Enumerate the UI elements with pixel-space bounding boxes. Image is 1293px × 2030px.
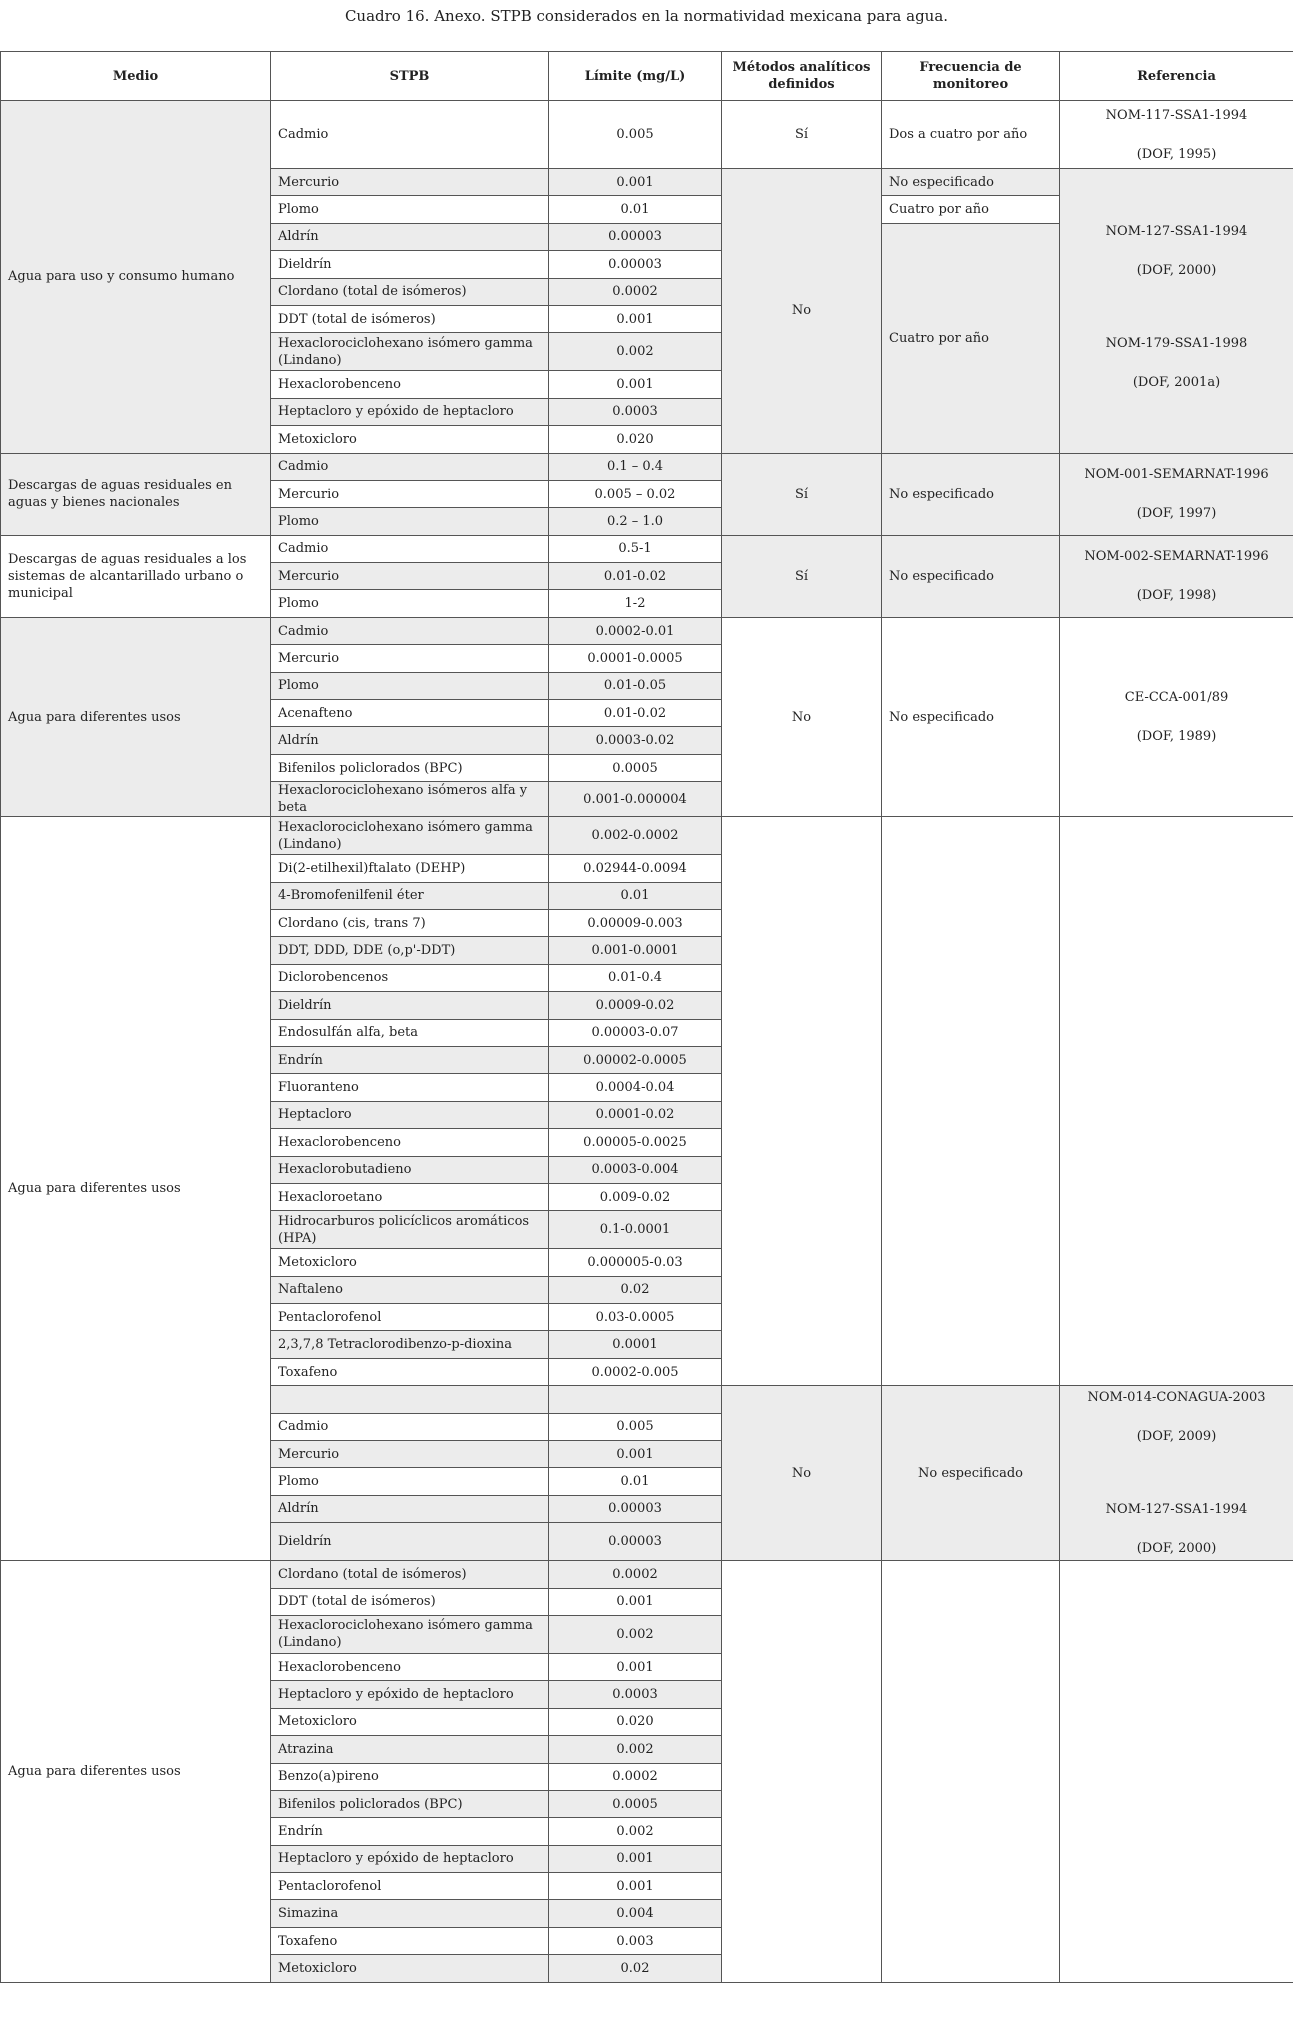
- limite-cell: 0.0001-0.0005: [549, 645, 722, 672]
- referencia-cell: [1060, 1386, 1293, 1561]
- limite-cell: 0.001: [549, 305, 722, 332]
- referencia-line: CE-CCA-001/89: [1124, 690, 1229, 706]
- limite-cell: 0.001: [549, 169, 722, 196]
- header-limite: Límite (mg/L): [549, 52, 722, 101]
- stpb-cell: DDT (total de isómeros): [271, 305, 549, 332]
- metodo-cell: No: [722, 617, 882, 816]
- limite-cell: 0.02: [549, 1955, 722, 1982]
- stpb-cell: Naftaleno: [271, 1276, 549, 1303]
- stpb-cell: Cadmio: [271, 535, 549, 562]
- stpb-cell: Aldrín: [271, 223, 549, 250]
- stpb-cell: Bifenilos policlorados (BPC): [271, 754, 549, 781]
- stpb-cell: Heptacloro y epóxido de heptacloro: [271, 1681, 549, 1708]
- metodo-cell: Sí: [722, 453, 882, 535]
- header-metodos-line2: definidos: [768, 77, 835, 92]
- stpb-cell: Endrín: [271, 1046, 549, 1073]
- limite-cell: 0.0003-0.004: [549, 1156, 722, 1183]
- limite-cell: 0.0004-0.04: [549, 1074, 722, 1101]
- frecuencia-cell-empty: [882, 817, 1060, 1386]
- stpb-cell: Acenafteno: [271, 700, 549, 727]
- limite-cell: 0.0005: [549, 754, 722, 781]
- limite-cell: 0.000005-0.03: [549, 1249, 722, 1276]
- referencia-line: (DOF, 1998): [1136, 588, 1217, 604]
- referencia-cell: [1060, 535, 1293, 617]
- referencia-line: (DOF, 2000): [1136, 1541, 1217, 1557]
- limite-cell: 0.1-0.0001: [549, 1211, 722, 1249]
- limite-cell: 1-2: [549, 590, 722, 617]
- limite-cell: 0.02: [549, 1276, 722, 1303]
- limite-cell: 0.002: [549, 1736, 722, 1763]
- stpb-cell: Cadmio: [271, 617, 549, 644]
- limite-cell: 0.001-0.0001: [549, 937, 722, 964]
- limite-cell: 0.01-0.02: [549, 700, 722, 727]
- limite-cell: 0.03-0.0005: [549, 1304, 722, 1331]
- stpb-cell: Bifenilos policlorados (BPC): [271, 1790, 549, 1817]
- limite-cell: 0.0002: [549, 1561, 722, 1588]
- limite-cell: 0.001: [549, 371, 722, 398]
- frecuencia-cell: No especificado: [882, 453, 1060, 535]
- stpb-cell: Metoxicloro: [271, 1708, 549, 1735]
- stpb-cell: Benzo(a)pireno: [271, 1763, 549, 1790]
- stpb-cell: Clordano (total de isómeros): [271, 278, 549, 305]
- frecuencia-cell: No especificado: [882, 535, 1060, 617]
- table-row: [1, 817, 1293, 855]
- stpb-cell: DDT (total de isómeros): [271, 1588, 549, 1615]
- limite-cell: 0.0001-0.02: [549, 1101, 722, 1128]
- limite-cell: 0.0003-0.02: [549, 727, 722, 754]
- stpb-cell: Aldrín: [271, 727, 549, 754]
- limite-cell: 0.01: [549, 882, 722, 909]
- limite-cell: 0.01: [549, 1468, 722, 1495]
- limite-cell: 0.020: [549, 1708, 722, 1735]
- stpb-cell: Metoxicloro: [271, 1249, 549, 1276]
- limite-cell: [549, 1386, 722, 1413]
- referencia-cell-empty: [1060, 817, 1293, 1386]
- table-row: [1, 1561, 1293, 1588]
- stpb-cell: Heptacloro y epóxido de heptacloro: [271, 1845, 549, 1872]
- limite-cell: 0.002: [549, 333, 722, 371]
- limite-cell: 0.005: [549, 1413, 722, 1440]
- referencia-line: NOM-127-SSA1-1994: [1105, 1502, 1248, 1518]
- stpb-cell: Hexaclorobenceno: [271, 1653, 549, 1680]
- limite-cell: 0.0001: [549, 1331, 722, 1358]
- stpb-cell: [271, 1386, 549, 1413]
- limite-cell: 0.001-0.000004: [549, 782, 722, 817]
- stpb-cell: Plomo: [271, 196, 549, 223]
- referencia-cell: [1060, 101, 1293, 169]
- frecuencia-cell: No especificado: [882, 169, 1060, 196]
- stpb-cell: Hexaclorociclohexano isómeros alfa y beta: [271, 782, 549, 817]
- stpb-cell: Dieldrín: [271, 251, 549, 278]
- stpb-cell: Aldrín: [271, 1495, 549, 1522]
- stpb-cell: Clordano (total de isómeros): [271, 1561, 549, 1588]
- header-metodos: [722, 52, 882, 101]
- stpb-cell: Endosulfán alfa, beta: [271, 1019, 549, 1046]
- limite-cell: 0.001: [549, 1873, 722, 1900]
- table-row: [1, 617, 1293, 644]
- stpb-cell: Hexaclorobutadieno: [271, 1156, 549, 1183]
- stpb-cell: Mercurio: [271, 645, 549, 672]
- stpb-cell: Mercurio: [271, 480, 549, 507]
- stpb-cell: Plomo: [271, 1468, 549, 1495]
- limite-cell: 0.0003: [549, 1681, 722, 1708]
- referencia-cell: [1060, 169, 1293, 454]
- stpb-cell: Dieldrín: [271, 1523, 549, 1561]
- stpb-cell: Pentaclorofenol: [271, 1304, 549, 1331]
- frecuencia-cell: No especificado: [882, 617, 1060, 816]
- stpb-cell: Heptacloro: [271, 1101, 549, 1128]
- limite-cell: 0.004: [549, 1900, 722, 1927]
- medio-cell: Agua para diferentes usos: [1, 1561, 271, 1982]
- metodo-cell-empty: [722, 817, 882, 1386]
- stpb-cell: Hexaclorociclohexano isómero gamma (Lindano): [271, 817, 549, 855]
- limite-cell: 0.005: [549, 101, 722, 169]
- referencia-cell-empty: [1060, 1561, 1293, 1982]
- header-metodos-line1: Métodos analíticos: [732, 60, 871, 75]
- referencia-line: (DOF, 2001a): [1132, 375, 1221, 390]
- limite-cell: 0.0002: [549, 1763, 722, 1790]
- stpb-cell: Hexaclorobenceno: [271, 371, 549, 398]
- limite-cell: 0.00002-0.0005: [549, 1046, 722, 1073]
- referencia-line: NOM-001-SEMARNAT-1996: [1084, 467, 1269, 483]
- limite-cell: 0.00009-0.003: [549, 909, 722, 936]
- stpb-cell: Clordano (cis, trans 7): [271, 909, 549, 936]
- referencia-line: (DOF, 1995): [1136, 146, 1217, 162]
- limite-cell: 0.02944-0.0094: [549, 855, 722, 882]
- stpb-cell: Toxafeno: [271, 1927, 549, 1954]
- limite-cell: 0.020: [549, 426, 722, 453]
- limite-cell: 0.00003-0.07: [549, 1019, 722, 1046]
- metodo-cell: Sí: [722, 535, 882, 617]
- limite-cell: 0.00005-0.0025: [549, 1129, 722, 1156]
- medio-cell: Agua para diferentes usos: [1, 817, 271, 1561]
- stpb-cell: Hexacloroetano: [271, 1183, 549, 1210]
- frecuencia-cell: Cuatro por año: [882, 223, 1060, 453]
- limite-cell: 0.0009-0.02: [549, 992, 722, 1019]
- limite-cell: 0.005 – 0.02: [549, 480, 722, 507]
- limite-cell: 0.2 – 1.0: [549, 508, 722, 535]
- referencia-line: (DOF, 1997): [1136, 506, 1217, 522]
- referencia-line: NOM-179-SSA1-1998: [1105, 336, 1248, 351]
- limite-cell: 0.01-0.4: [549, 964, 722, 991]
- stpb-cell: Dieldrín: [271, 992, 549, 1019]
- referencia-line: NOM-127-SSA1-1994: [1105, 224, 1248, 239]
- metodo-cell-empty: [722, 1561, 882, 1982]
- limite-cell: 0.001: [549, 1588, 722, 1615]
- referencia-line: NOM-014-CONAGUA-2003: [1087, 1390, 1266, 1406]
- stpb-cell: Heptacloro y epóxido de heptacloro: [271, 398, 549, 425]
- referencia-line: NOM-117-SSA1-1994: [1105, 107, 1248, 123]
- limite-cell: 0.0003: [549, 398, 722, 425]
- frecuencia-cell-empty: [882, 1561, 1060, 1982]
- table-row: [1, 453, 1293, 480]
- metodo-cell: No: [722, 169, 882, 454]
- stpb-cell: Mercurio: [271, 563, 549, 590]
- limite-cell: 0.01-0.05: [549, 672, 722, 699]
- limite-cell: 0.00003: [549, 1523, 722, 1561]
- limite-cell: 0.00003: [549, 1495, 722, 1522]
- medio-cell: Descargas de aguas residuales a los sistemas de alcantarillado urbano o municipal: [1, 535, 271, 617]
- stpb-cell: Fluoranteno: [271, 1074, 549, 1101]
- limite-cell: 0.01-0.02: [549, 563, 722, 590]
- stpb-cell: 2,3,7,8 Tetraclorodibenzo-p-dioxina: [271, 1331, 549, 1358]
- stpb-cell: Hexaclorociclohexano isómero gamma (Lindano): [271, 333, 549, 371]
- limite-cell: 0.002: [549, 1615, 722, 1653]
- stpb-cell: Cadmio: [271, 1413, 549, 1440]
- limite-cell: 0.001: [549, 1441, 722, 1468]
- frecuencia-cell: Cuatro por año: [882, 196, 1060, 223]
- metodo-cell: Sí: [722, 101, 882, 169]
- stpb-cell: Mercurio: [271, 1441, 549, 1468]
- stpb-cell: Cadmio: [271, 453, 549, 480]
- limite-cell: 0.5-1: [549, 535, 722, 562]
- stpb-cell: DDT, DDD, DDE (o,p'-DDT): [271, 937, 549, 964]
- limite-cell: 0.1 – 0.4: [549, 453, 722, 480]
- stpb-cell: Pentaclorofenol: [271, 1873, 549, 1900]
- stpb-cell: Cadmio: [271, 101, 549, 169]
- stpb-cell: Metoxicloro: [271, 1955, 549, 1982]
- limite-cell: 0.01: [549, 196, 722, 223]
- stpb-cell: Plomo: [271, 590, 549, 617]
- limite-cell: 0.002-0.0002: [549, 817, 722, 855]
- medio-cell: Agua para diferentes usos: [1, 617, 271, 816]
- frecuencia-cell: Dos a cuatro por año: [882, 101, 1060, 169]
- stpb-cell: 4-Bromofenilfenil éter: [271, 882, 549, 909]
- stpb-cell: Di(2-etilhexil)ftalato (DEHP): [271, 855, 549, 882]
- stpb-cell: Plomo: [271, 672, 549, 699]
- referencia-cell: [1060, 617, 1293, 816]
- table-caption: Cuadro 16. Anexo. STPB considerados en la normatividad mexicana para agua.: [344, 7, 949, 25]
- stpb-cell: Diclorobencenos: [271, 964, 549, 991]
- limite-cell: 0.0002-0.01: [549, 617, 722, 644]
- stpb-cell: Endrín: [271, 1818, 549, 1845]
- medio-cell: Agua para uso y consumo humano: [1, 101, 271, 454]
- referencia-line: NOM-002-SEMARNAT-1996: [1084, 549, 1269, 565]
- header-referencia: Referencia: [1060, 52, 1293, 101]
- limite-cell: 0.00003: [549, 223, 722, 250]
- stpb-cell: Hexaclorociclohexano isómero gamma (Lindano): [271, 1615, 549, 1653]
- table-row: [1, 535, 1293, 562]
- stpb-cell: Toxafeno: [271, 1358, 549, 1385]
- header-stpb: STPB: [271, 52, 549, 101]
- referencia-cell: [1060, 453, 1293, 535]
- medio-cell: Descargas de aguas residuales en aguas y bienes nacionales: [1, 453, 271, 535]
- limite-cell: 0.001: [549, 1653, 722, 1680]
- stpb-cell: Atrazina: [271, 1736, 549, 1763]
- metodo-cell: No: [722, 1386, 882, 1561]
- stpb-cell: Simazina: [271, 1900, 549, 1927]
- stpb-cell: Hidrocarburos policíclicos aromáticos (HPA): [271, 1211, 549, 1249]
- referencia-line: (DOF, 2000): [1136, 263, 1217, 278]
- limite-cell: 0.0005: [549, 1790, 722, 1817]
- table-row: [1, 101, 1293, 169]
- stpb-cell: Hexaclorobenceno: [271, 1129, 549, 1156]
- stpb-cell: Metoxicloro: [271, 426, 549, 453]
- limite-cell: 0.002: [549, 1818, 722, 1845]
- referencia-line: (DOF, 2009): [1136, 1429, 1217, 1445]
- limite-cell: 0.003: [549, 1927, 722, 1954]
- limite-cell: 0.009-0.02: [549, 1183, 722, 1210]
- header-row: [1, 52, 1293, 101]
- stpb-table: [0, 51, 1293, 1983]
- header-medio: Medio: [1, 52, 271, 101]
- frecuencia-cell: No especificado: [882, 1386, 1060, 1561]
- stpb-cell: Plomo: [271, 508, 549, 535]
- limite-cell: 0.001: [549, 1845, 722, 1872]
- header-frecuencia: Frecuencia de monitoreo: [882, 52, 1060, 101]
- limite-cell: 0.0002-0.005: [549, 1358, 722, 1385]
- stpb-cell: Mercurio: [271, 169, 549, 196]
- referencia-line: (DOF, 1989): [1136, 729, 1217, 745]
- limite-cell: 0.0002: [549, 278, 722, 305]
- limite-cell: 0.00003: [549, 251, 722, 278]
